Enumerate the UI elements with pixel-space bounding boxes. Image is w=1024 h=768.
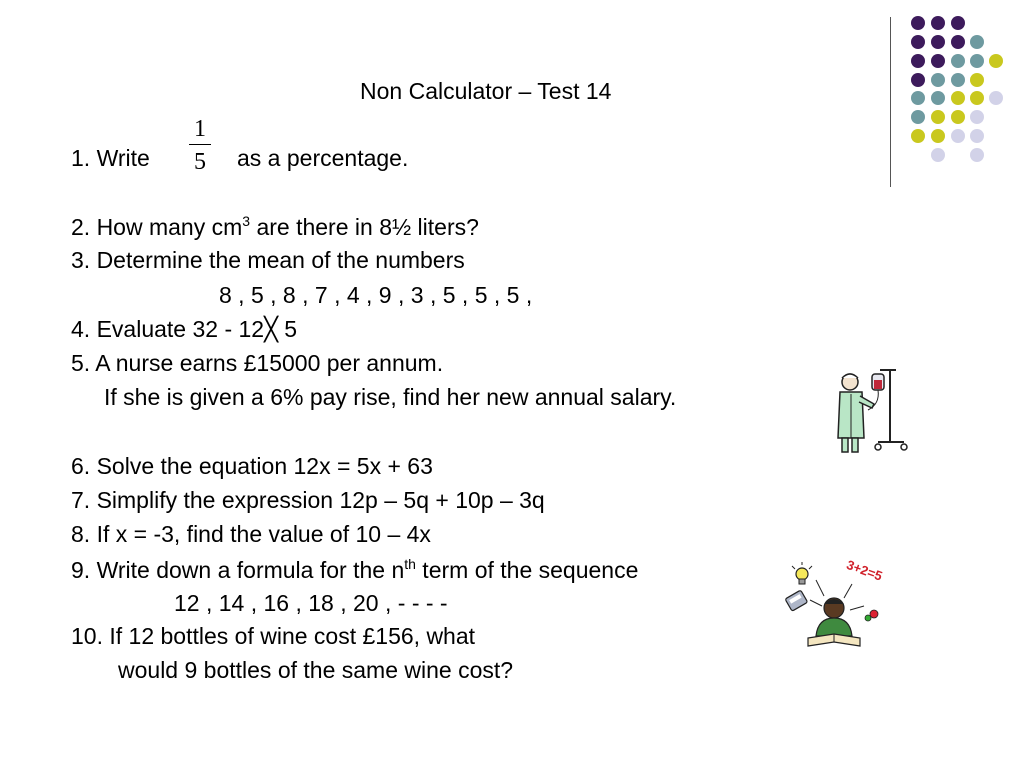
decorative-dot <box>951 16 965 30</box>
decorative-dot <box>931 129 945 143</box>
thought-equation: 3+2=5 <box>844 557 885 584</box>
question-7: 7. Simplify the expression 12p – 5q + 10p – 3q <box>71 487 545 513</box>
decorative-dot <box>931 16 945 30</box>
decorative-dot <box>931 73 945 87</box>
decorative-dot <box>931 54 945 68</box>
decorative-dot <box>951 91 965 105</box>
question-9-sequence: 12 , 14 , 16 , 18 , 20 , - - - - <box>174 590 448 616</box>
question-9 <box>71 557 638 582</box>
question-9-text-end: term of the sequence <box>415 557 639 583</box>
decorative-dot <box>931 91 945 105</box>
decorative-dot <box>911 35 925 49</box>
decorative-dot <box>970 129 984 143</box>
decorative-dot <box>970 73 984 87</box>
decorative-dot <box>989 91 1003 105</box>
question-10: 10. If 12 bottles of wine cost £156, what <box>71 623 476 649</box>
question-4: 4. Evaluate 32 - 12╳ 5 <box>71 316 298 342</box>
question-8: 8. If x = -3, find the value of 10 – 4x <box>71 521 431 547</box>
question-2 <box>71 214 479 239</box>
decorative-dot <box>911 16 925 30</box>
decorative-dot <box>970 54 984 68</box>
decorative-dot <box>970 148 984 162</box>
decorative-dot <box>911 73 925 87</box>
question-2-text-end: are there in 8½ liters? <box>250 214 479 240</box>
question-3: 3. Determine the mean of the numbers <box>71 247 465 273</box>
decorative-dot <box>931 148 945 162</box>
fraction-denominator: 5 <box>194 149 206 175</box>
page-title: Non Calculator – Test 14 <box>360 78 612 104</box>
student-thinking-icon <box>782 556 894 654</box>
question-2-text: 2. How many cm <box>71 214 243 240</box>
decorative-dot <box>970 91 984 105</box>
question-9-superscript: th <box>404 556 416 572</box>
question-3-numbers: 8 , 5 , 8 , 7 , 4 , 9 , 3 , 5 , 5 , 5 , <box>219 282 533 308</box>
decorative-dot <box>951 73 965 87</box>
fraction-numerator: 1 <box>194 116 206 142</box>
question-1-suffix: as a percentage. <box>237 145 409 171</box>
decorative-dot <box>970 35 984 49</box>
question-1-prefix: 1. Write <box>71 145 150 171</box>
decorative-dot <box>989 54 1003 68</box>
decorative-dot <box>951 110 965 124</box>
question-5: 5. A nurse earns £15000 per annum. <box>71 350 444 376</box>
decorative-dot <box>911 54 925 68</box>
decorative-dot <box>911 91 925 105</box>
decorative-dot <box>951 35 965 49</box>
decorative-dot <box>951 54 965 68</box>
nurse-with-iv-drip-icon <box>832 364 914 456</box>
question-5-continued: If she is given a 6% pay rise, find her new annual salary. <box>104 384 677 410</box>
decorative-dot <box>951 129 965 143</box>
question-10-continued: would 9 bottles of the same wine cost? <box>118 657 514 683</box>
decorative-dot <box>931 110 945 124</box>
fraction-one-fifth <box>186 117 214 174</box>
question-9-text: 9. Write down a formula for the n <box>71 557 405 583</box>
decorative-vertical-rule <box>890 17 891 187</box>
decorative-dot <box>970 110 984 124</box>
decorative-dot <box>911 110 925 124</box>
question-6: 6. Solve the equation 12x = 5x + 63 <box>71 453 433 479</box>
decorative-dot <box>931 35 945 49</box>
question-2-superscript: 3 <box>242 213 251 229</box>
decorative-dot <box>911 129 925 143</box>
